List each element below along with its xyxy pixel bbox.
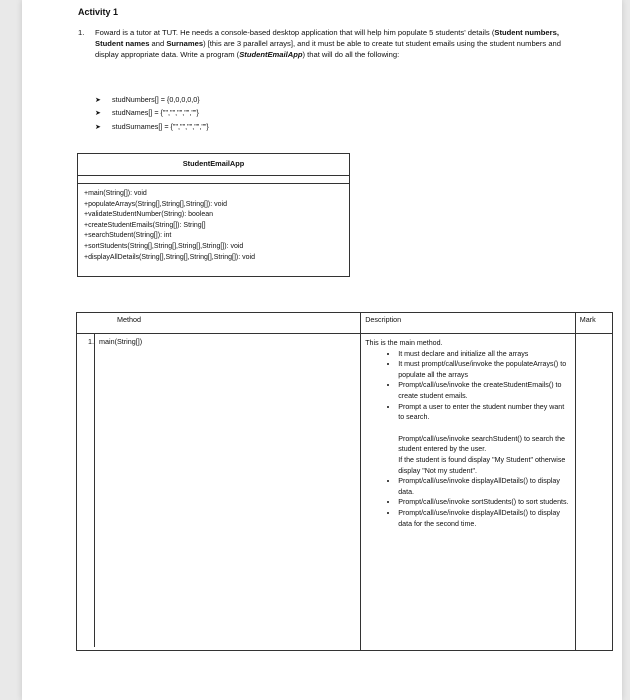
table-header-row: [77, 313, 613, 334]
method-name: main(String[]): [99, 337, 143, 346]
uml-method: +populateArrays(String[],String[],String[]): void: [84, 200, 227, 208]
question-bold-1: Student numbers, Student names: [95, 28, 559, 49]
uml-method: +sortStudents(String[],String[],String[],String[]): void: [84, 242, 244, 250]
question-text: [78, 27, 565, 61]
uml-method: +main(String[]): void: [84, 190, 147, 197]
question-part-4: ) that will do all the following:: [302, 50, 400, 60]
table-row: [77, 334, 613, 651]
array-item: ➤ studNames[] = {"","","","",""}: [95, 107, 209, 120]
header-mark: Mark: [575, 313, 612, 334]
description-bullets-a: [365, 349, 571, 423]
list-item: • It must declare and initialize all the arrays: [398, 349, 571, 360]
row-number: 1.: [77, 334, 95, 647]
document-page: [22, 0, 622, 700]
uml-methods-section: [78, 184, 349, 263]
question-part-2: and: [149, 39, 167, 49]
array-list: [95, 94, 209, 134]
list-item: • Prompt a user to enter the student number they want to search.: [398, 402, 571, 423]
list-item: • Prompt/call/use/invoke sortStudents() to sort students.: [398, 497, 571, 508]
question-bold-2: Surnames: [166, 39, 204, 49]
array-item: ➤ studSurnames[] = {"","","","",""}: [95, 121, 209, 134]
uml-class-diagram: [77, 153, 350, 277]
found-paragraph: If the student is found display "My Student" otherwise display "Not my student".: [398, 455, 566, 475]
methods-table: [76, 312, 613, 651]
description-bullets-b: [365, 476, 571, 529]
header-method: Method: [77, 313, 361, 334]
question-part-1: Foward is a tutor at TUT. He needs a console-based desktop application that will help him populate 5 students' details (: [95, 28, 495, 37]
uml-method: +searchStudent(String[]): int: [84, 232, 172, 240]
uml-method: +validateStudentNumber(String): boolean: [84, 211, 213, 219]
question-part-3: ) [this are 3 parallel arrays], and it must be able to create tut student emails using the student numbers and display appropriate data. Write a program (: [95, 39, 562, 60]
header-description: Description: [361, 313, 576, 334]
description-cell: [361, 334, 576, 651]
uml-method: +displayAllDetails(String[],String[],String[],String[]): void: [84, 253, 255, 261]
list-item: • Prompt/call/use/invoke displayAllDetails() to display data.: [398, 476, 571, 497]
arrow-bullet-icon: ➤: [95, 97, 101, 104]
arrow-bullet-icon: ➤: [95, 110, 101, 118]
list-item: • It must prompt/call/use/invoke the populateArrays() to populate all the arrays: [398, 359, 571, 380]
array-item: ➤ studNumbers[] = {0,0,0,0,0}: [95, 94, 209, 107]
search-paragraph: Prompt/call/use/invoke searchStudent() to search the student entered by the user.: [398, 434, 566, 454]
question-number: 1.: [78, 28, 85, 37]
activity-heading: Activity 1: [78, 7, 119, 17]
method-cell: [77, 334, 361, 651]
arrow-bullet-icon: ➤: [95, 123, 101, 131]
uml-attributes-section: [78, 176, 349, 184]
uml-class-name: StudentEmailApp: [78, 154, 349, 176]
mark-cell: [575, 334, 612, 651]
question-app-name: StudentEmailApp: [239, 50, 303, 60]
description-intro: This is the main method.: [365, 339, 443, 347]
uml-method: +createStudentEmails(String[]): String[]: [84, 221, 206, 229]
list-item: • Prompt/call/use/invoke displayAllDetails() to display data for the second time.: [398, 508, 571, 529]
list-item: • Prompt/call/use/invoke the createStudentEmails() to create student emails.: [398, 380, 571, 401]
